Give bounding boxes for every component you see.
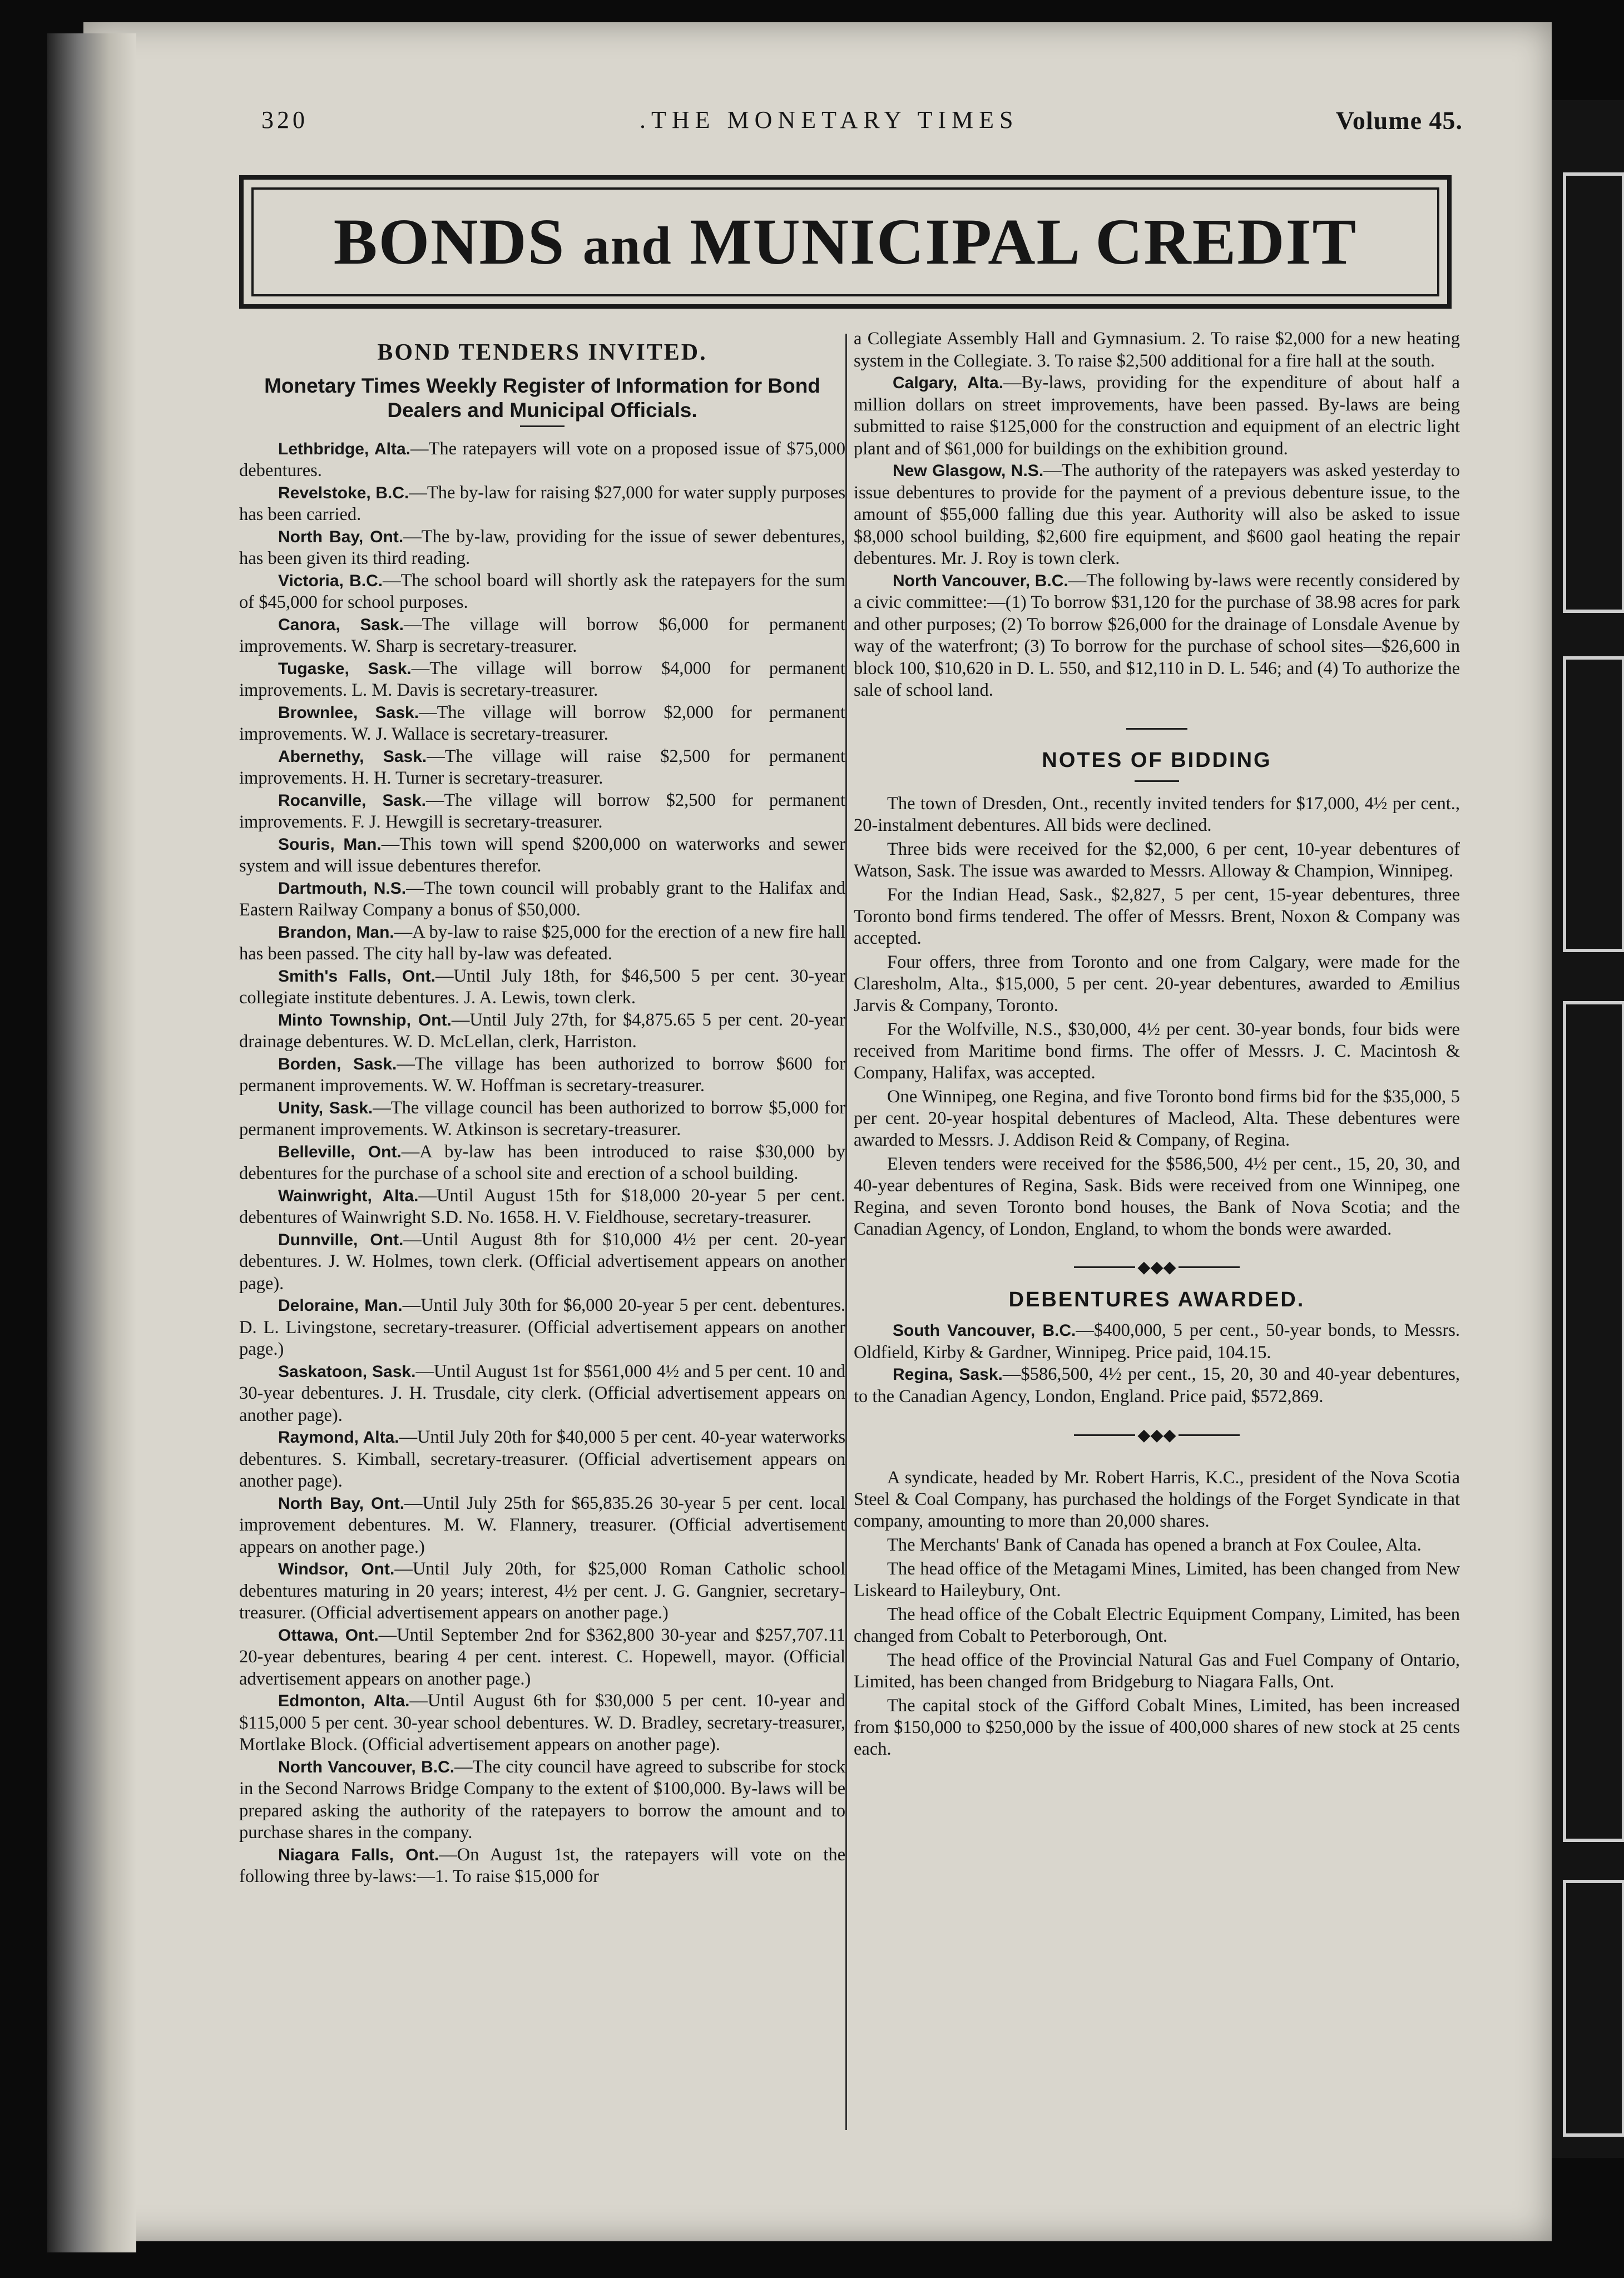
tender-entry	[239, 834, 845, 878]
tender-entry	[239, 1756, 845, 1844]
tender-entry	[854, 570, 1460, 702]
awarded-list	[854, 1320, 1460, 1408]
awarded-title: DEBENTURES AWARDED.	[1008, 1288, 1305, 1312]
entry-text: —The school board will shortly ask the ratepayers for the sum of $45,000 for school purposes.	[239, 570, 845, 613]
tender-entry	[239, 1097, 845, 1141]
paragraph: A syndicate, headed by Mr. Robert Harris, K.C., president of the Nova Scotia Steel & Coal Company, has purchased the holdings of the Forget Syndicate in that company, amounting to more than 20,000 shares.	[854, 1467, 1460, 1531]
tender-entry	[239, 614, 845, 658]
paragraph: One Winnipeg, one Regina, and five Toronto bond firms bid for the $35,000, 5 per cent. 20-year hospital debentures of Macleod, Alta. These debentures were awarded to Messrs. J. Addison Reid & Company, of Regina.	[854, 1086, 1460, 1150]
tender-entry	[239, 1009, 845, 1053]
paragraph: Three bids were received for the $2,000, 6 per cent, 10-year debentures of Watson, Sask. The issue was awarded to Messrs. Alloway & Champion, Winnipeg.	[854, 839, 1460, 881]
tenders-subtitle: Monetary Times Weekly Register of Information for Bond Dealers and Municipal Officials.	[264, 374, 820, 422]
ornament-divider: ◆◆◆	[854, 1257, 1460, 1277]
entry-place: New Glasgow, N.S.	[893, 462, 1044, 480]
entry-place: Ottawa, Ont.	[278, 1626, 379, 1645]
entry-place: Windsor, Ont.	[278, 1560, 395, 1579]
tender-entry	[854, 372, 1460, 460]
bidding-list	[854, 793, 1460, 1240]
tender-entry	[239, 482, 845, 526]
tender-entry	[239, 1141, 845, 1185]
tender-entry	[239, 1625, 845, 1691]
entry-text: —The village will raise $2,500 for permanent improvements. H. H. Turner is secretary-treasurer.	[239, 746, 846, 789]
entry-place: Deloraine, Man.	[278, 1296, 403, 1315]
tender-entry	[239, 702, 845, 746]
entry-place: Abernethy, Sask.	[278, 747, 427, 766]
tender-entry	[239, 965, 845, 1009]
paragraph: The town of Dresden, Ont., recently invited tenders for $17,000, 4½ per cent., 20-instalment debentures. All bids were declined.	[854, 793, 1460, 835]
bidding-title: NOTES OF BIDDING	[1042, 748, 1272, 772]
edge-frame	[1563, 1001, 1624, 1842]
entry-place: Dartmouth, N.S.	[278, 879, 407, 898]
entry-place: North Vancouver, B.C.	[278, 1757, 455, 1776]
volume-label: Volume 45.	[1335, 106, 1463, 135]
entry-place: Tugaske, Sask.	[278, 659, 412, 678]
page-header	[261, 100, 1463, 145]
entry-text: —Until July 20th for $40,000 5 per cent. 40-year waterworks debentures. S. Kimball, secretary-treasurer. (Official advertisement appears on another page).	[239, 1427, 845, 1492]
paragraph: For the Indian Head, Sask., $2,827, 5 per cent, 15-year debentures, three Toronto bond firms tendered. The offer of Messrs. Brent, Noxon & Company was accepted.	[854, 884, 1460, 948]
paragraph: The head office of the Metagami Mines, Limited, has been changed from New Liskeard to Haileybury, Ont.	[854, 1558, 1460, 1601]
column-divider	[845, 334, 847, 2130]
ornament-divider	[854, 719, 1460, 737]
right-tender-list	[854, 372, 1460, 702]
entry-text: —The village will borrow $2,500 for permanent improvements. F. J. Hewgill is secretary-treasurer.	[239, 790, 845, 833]
entry-text: —$400,000, 5 per cent., 50-year bonds, to Messrs. Oldfield, Kirby & Gardner, Winnipeg. Price paid, 104.15.	[854, 1320, 1460, 1363]
bidding-rule	[1135, 780, 1179, 782]
tender-entry	[239, 1427, 845, 1493]
entry-place: Rocanville, Sask.	[278, 791, 426, 810]
tender-entry	[239, 438, 845, 482]
entry-text: —$586,500, 4½ per cent., 15, 20, 30 and 40-year debentures, to the Canadian Agency, London, England. Price paid, $572,869.	[854, 1364, 1460, 1407]
tender-entry	[239, 1558, 845, 1625]
tender-entry	[239, 1229, 845, 1295]
book-binding	[47, 33, 136, 2252]
entry-text: —The village will borrow $6,000 for permanent improvements. W. Sharp is secretary-treasurer.	[239, 614, 845, 657]
entry-place: Revelstoke, B.C.	[278, 483, 409, 502]
tender-entry	[854, 460, 1460, 570]
entry-text: —The by-law, providing for the issue of sewer debentures, has been given its third reading.	[239, 526, 845, 569]
entry-text: —The city council have agreed to subscribe for stock in the Second Narrows Bridge Company to the extent of $100,000. By-laws will be prepared asking the authority of the ratepayers to borrow the amount and to purchase shares in the company.	[239, 1756, 845, 1843]
section-banner	[239, 175, 1452, 309]
tender-list	[239, 438, 845, 1888]
entry-text: —The by-law for raising $27,000 for water supply purposes has been carried.	[239, 482, 845, 525]
tender-entry	[239, 1185, 845, 1229]
entry-text: —On August 1st, the ratepayers will vote on the following three by-laws:—1. To raise $15,000 for	[239, 1844, 845, 1887]
right-column	[854, 328, 1460, 2141]
entry-text: —Until August 6th for $30,000 5 per cent. 10-year and $115,000 5 per cent. 30-year school debentures. W. D. Bradley, secretary-treasurer, Mortlake Block. (Official advertisement appears on another page).	[239, 1691, 845, 1755]
entry-place: Lethbridge, Alta.	[278, 439, 411, 458]
entry-text: —The ratepayers will vote on a proposed issue of $75,000 debentures.	[239, 438, 845, 481]
entry-place: South Vancouver, B.C.	[893, 1321, 1076, 1340]
entry-place: Dunnville, Ont.	[278, 1230, 404, 1249]
entry-text: —The village council has been authorized to borrow $5,000 for permanent improvements. W. Atkinson is secretary-treasurer.	[239, 1097, 846, 1140]
entry-text: —Until July 27th, for $4,875.65 5 per cent. 20-year drainage debentures. W. D. McLellan, clerk, Harriston.	[239, 1009, 845, 1052]
entry-text: —The village has been authorized to borrow $600 for permanent improvements. W. W. Hoffman is secretary-treasurer.	[239, 1053, 845, 1096]
entry-text: —The authority of the ratepayers was asked yesterday to issue debentures to provide for the payment of a previous debenture issue, to the amount of $55,000 falling due this year. Authority will also be asked to issue $8,000 school building, $2,600 fire equipment, and $600 gaol heating the repair debentures. Mr. J. Roy is town clerk.	[854, 460, 1460, 568]
entry-text: —Until July 25th for $65,835.26 30-year 5 per cent. local improvement debentures. M. W. Flannery, treasurer. (Official advertisement appears on another page.)	[239, 1493, 845, 1557]
entry-text: —Until August 8th for $10,000 4½ per cent. 20-year debentures. J. W. Holmes, town clerk. (Official advertisement appears on another page).	[239, 1229, 846, 1294]
tender-entry	[854, 1364, 1460, 1408]
paragraph: Four offers, three from Toronto and one from Calgary, were made for the Claresholm, Alta., $15,000, 5 per cent. 20-year debentures, awarded to Æmilius Jarvis & Company, Toronto.	[854, 952, 1460, 1016]
tender-entry	[239, 658, 845, 702]
tender-entry	[239, 1361, 845, 1427]
tender-entry	[239, 1844, 845, 1888]
entry-place: Saskatoon, Sask.	[278, 1362, 416, 1381]
tender-entry	[854, 1320, 1460, 1364]
entry-text: —Until August 15th for $18,000 20-year 5 per cent. debentures of Wainwright S.D. No. 1658. H. V. Fieldhouse, secretary-treasurer.	[239, 1185, 845, 1228]
entry-place: Wainwright, Alta.	[278, 1186, 419, 1205]
tender-entry	[239, 1053, 845, 1097]
entry-place: Smith's Falls, Ont.	[278, 967, 435, 986]
paragraph: The Merchants' Bank of Canada has opened a branch at Fox Coulee, Alta.	[887, 1534, 1422, 1555]
page-number: 320	[261, 106, 308, 133]
subtitle-rule	[520, 425, 565, 427]
entry-text: —The village will borrow $2,000 for permanent improvements. W. J. Wallace is secretary-treasurer.	[239, 702, 845, 745]
entry-text: —A by-law has been introduced to raise $30,000 by debentures for the purchase of a school site and erection of a school building.	[239, 1141, 845, 1184]
adjacent-page-edge	[1552, 100, 1624, 2158]
entry-place: Borden, Sask.	[278, 1054, 397, 1073]
tender-entry	[239, 1295, 845, 1361]
banner-inner-frame	[251, 187, 1439, 296]
entry-text: —This town will spend $200,000 on waterworks and sewer system and will issue debentures therefor.	[239, 834, 846, 876]
paragraph: The head office of the Cobalt Electric Equipment Company, Limited, has been changed from Cobalt to Peterborough, Ont.	[854, 1604, 1460, 1646]
entry-text: —The village will borrow $4,000 for permanent improvements. L. M. Davis is secretary-treasurer.	[239, 658, 845, 701]
tender-entry	[239, 1690, 845, 1756]
entry-place: Brandon, Man.	[278, 923, 394, 942]
entry-place: Brownlee, Sask.	[278, 703, 419, 722]
entry-text: —Until July 18th, for $46,500 5 per cent. 30-year collegiate institute debentures. J. A. Lewis, town clerk.	[239, 965, 845, 1008]
entry-place: Raymond, Alta.	[278, 1428, 399, 1447]
entry-place: North Vancouver, B.C.	[893, 571, 1068, 590]
entry-place: Belleville, Ont.	[278, 1142, 402, 1161]
entry-place: Edmonton, Alta.	[278, 1692, 410, 1711]
edge-frame	[1563, 656, 1624, 952]
paragraph: For the Wolfville, N.S., $30,000, 4½ per cent. 30-year bonds, four bids were received from Maritime bond firms. The offer of Messrs. J. C. Macintosh & Company, Halifax, was accepted.	[854, 1019, 1460, 1083]
entry-place: Regina, Sask.	[893, 1365, 1003, 1384]
entry-text: —Until September 2nd for $362,800 30-year and $257,707.11 20-year debentures, bearing 4 per cent. interest. C. Hopewell, mayor. (Official advertisement appears on another page.)	[239, 1625, 845, 1689]
tender-entry	[239, 878, 845, 922]
tender-entry	[239, 922, 845, 965]
entry-place: Souris, Man.	[278, 835, 382, 854]
entry-text: —A by-law to raise $25,000 for the erection of a new fire hall has been passed. The city hall by-law was defeated.	[239, 922, 845, 964]
entry-place: North Bay, Ont.	[278, 527, 404, 546]
tenders-title: BOND TENDERS INVITED.	[377, 340, 707, 365]
entry-text: —The following by-laws were recently considered by a civic committee:—(1) To borrow $31,120 for the purchase of 38.98 acres for park and other purposes; (2) To borrow $26,000 for the drainage of Lonsdale Avenue by way of the waterfront; (3) To borrow for the purchase of school sites—$26,600 in block 100, $10,620 in D. L. 550, and $12,110 in D. L. 546; and (4) To authorize the sale of school land.	[854, 570, 1460, 700]
tender-entry	[239, 1493, 845, 1559]
ornament-divider: ◆◆◆	[854, 1424, 1460, 1445]
banner-word-and: and	[582, 216, 672, 275]
news-list	[854, 1467, 1460, 1760]
edge-frame	[1563, 172, 1624, 613]
entry-place: Calgary, Alta.	[893, 374, 1004, 392]
edge-frame	[1563, 1880, 1624, 2137]
entry-text: —Until July 20th, for $25,000 Roman Catholic school debentures maturing in 20 years; interest, 4½ per cent. J. G. Gangnier, secretary-treasurer. (Official advertisement appears on another page.)	[239, 1559, 845, 1623]
entry-place: Minto Township, Ont.	[278, 1011, 452, 1029]
entry-text: —Until July 30th for $6,000 20-year 5 per cent. debentures. D. L. Livingstone, secretary-treasurer. (Official advertisement appears on another page.)	[239, 1295, 846, 1360]
entry-text: —By-laws, providing for the expenditure of about half a million dollars on street improvements, have been passed. By-laws are being submitted to raise $125,000 for the construction and equipment of an electric light plant and of $61,000 for buildings on the exhibition ground.	[854, 373, 1460, 459]
paragraph: Eleven tenders were received for the $586,500, 4½ per cent., 15, 20, 30, and 40-year debentures of Regina, Sask. Bids were received from one Winnipeg, one Regina, and seven Toronto bond houses, the Bank of Nova Scotia; and the Canadian Agency, of London, England, to whom the bonds were awarded.	[854, 1153, 1460, 1239]
paragraph: The capital stock of the Gifford Cobalt Mines, Limited, has been increased from $150,000 to $250,000 by the issue of 400,000 shares of new stock at 25 cents each.	[854, 1695, 1460, 1759]
entry-text: —Until August 1st for $561,000 4½ and 5 per cent. 10 and 30-year debentures. J. H. Trusdale, city clerk. (Official advertisement appears on another page).	[239, 1361, 845, 1425]
banner-word-municipal-credit: MUNICIPAL CREDIT	[690, 205, 1358, 278]
entry-text: —The town council will probably grant to the Halifax and Eastern Railway Company a bonus of $50,000.	[239, 878, 845, 920]
banner-title	[334, 204, 1357, 280]
paragraph: The head office of the Provincial Natural Gas and Fuel Company of Ontario, Limited, has been changed from Bridgeburg to Niagara Falls, Ont.	[854, 1650, 1460, 1692]
entry-place: Victoria, B.C.	[278, 571, 383, 590]
tender-entry	[239, 790, 845, 834]
entry-place: North Bay, Ont.	[278, 1494, 405, 1513]
tender-entry	[239, 746, 845, 790]
entry-place: Niagara Falls, Ont.	[278, 1845, 439, 1864]
entry-place: Unity, Sask.	[278, 1098, 373, 1117]
left-column	[239, 328, 845, 2141]
niagara-continued-text: a Collegiate Assembly Hall and Gymnasium. 2. To raise $2,000 for a new heating system in the Collegiate. 3. To raise $2,500 additional for a fire hall at the south.	[854, 329, 1460, 371]
entry-place: Canora, Sask.	[278, 615, 404, 634]
tender-entry	[239, 526, 845, 570]
running-title: .THE MONETARY TIMES	[640, 106, 1019, 133]
tender-entry	[239, 570, 845, 614]
banner-word-bonds: BONDS	[333, 205, 566, 278]
